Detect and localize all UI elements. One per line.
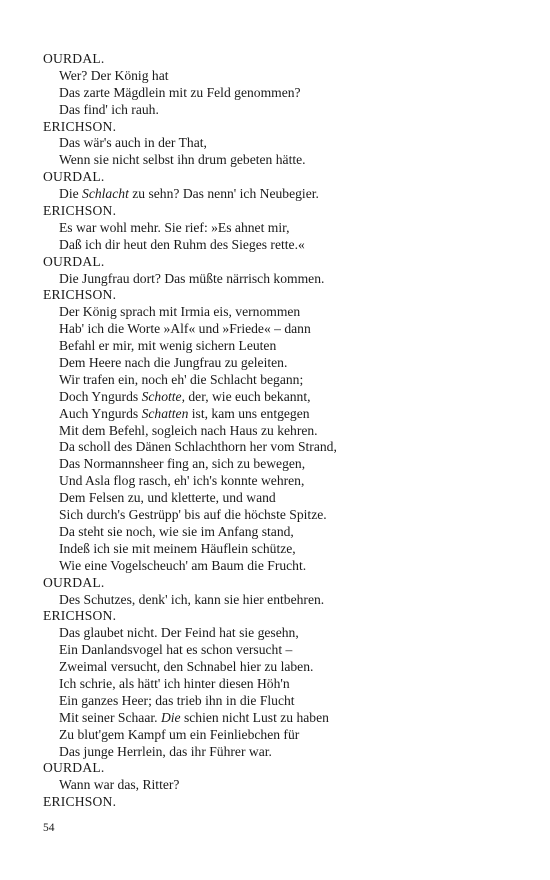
verse-line [43,490,523,507]
verse-line [43,625,523,642]
verse-line [43,135,523,152]
line-text: Dem Heere nach die Jungfrau zu geleiten. [59,355,288,371]
line-text: Befahl er mir, mit wenig sichern Leuten [59,338,277,354]
verse-line [43,744,523,761]
line-text: OURDAL. [43,574,105,590]
line-text: Es war wohl mehr. Sie rief: »Es ahnet mir, [59,219,290,235]
line-text: Da scholl des Dänen Schlachthorn her vom Strand, [59,439,337,455]
line-text: OURDAL. [43,169,105,185]
verse-line [43,304,523,321]
line-text: Wenn sie nicht selbst ihn drum gebeten hätte. [59,152,306,168]
speaker-name [43,119,523,136]
verse-line [43,710,523,727]
line-text: Auch Yngurds [59,405,142,421]
emphasis-text: Die [160,709,181,725]
line-text: ERICHSON. [43,794,117,810]
verse-line [43,389,523,406]
verse-line [43,558,523,575]
speaker-name [43,608,523,625]
line-text: Daß ich dir heut den Ruhm des Sieges rette.« [59,236,305,252]
line-text: Wer? Der König hat [59,67,169,83]
line-text: Mit seiner Schaar. [59,709,161,725]
line-text: der, wie euch bekannt, [184,388,311,404]
line-text: Die [59,186,83,202]
verse-line [43,473,523,490]
verse-line [43,659,523,676]
line-text: Das zarte Mägdlein mit zu Feld genommen? [59,84,301,100]
line-text: Ein Danlandsvogel hat es schon versucht – [59,642,293,658]
verse-line [43,102,523,119]
verse-line [43,676,523,693]
line-text: Das junge Herrlein, das ihr Führer war. [59,743,272,759]
line-text: Der König sprach mit Irmia eis, vernommen [59,304,301,320]
line-text: Hab' ich die Worte »Alf« und »Friede« – dann [59,321,311,337]
verse-line [43,456,523,473]
verse-line [43,406,523,423]
line-text: Des Schutzes, denk' ich, kann sie hier entbehren. [59,591,325,607]
emphasis-text: Schatten [141,405,189,421]
line-text: Doch Yngurds [59,388,142,404]
line-text: Sich durch's Gestrüpp' bis auf die höchste Spitze. [59,507,327,523]
line-text: Die Jungfrau dort? Das müßte närrisch kommen. [59,270,325,286]
line-text: Das find' ich rauh. [59,101,159,117]
line-text: Das glaubet nicht. Der Feind hat sie gesehn, [59,625,299,641]
verse-line [43,642,523,659]
line-text: Das wär's auch in der That, [59,135,207,151]
verse-line [43,541,523,558]
line-text: ERICHSON. [43,118,117,134]
line-text: Zweimal versucht, den Schnabel hier zu laben. [59,659,314,675]
line-text: ERICHSON. [43,203,117,219]
line-text: OURDAL. [43,253,105,269]
dialogue-text [43,51,523,811]
line-text: Wie eine Vogelscheuch' am Baum die Frucht. [59,557,307,573]
line-text: Da steht sie noch, wie sie im Anfang stand, [59,523,294,539]
speaker-name [43,575,523,592]
line-text: OURDAL. [43,51,105,66]
verse-line [43,338,523,355]
verse-line [43,777,523,794]
verse-line [43,355,523,372]
line-text: schien nicht Lust zu haben [180,709,329,725]
verse-line [43,524,523,541]
verse-line [43,186,523,203]
speaker-name [43,287,523,304]
line-text: Wir trafen ein, noch eh' die Schlacht begann; [59,371,304,387]
speaker-name [43,794,523,811]
speaker-name [43,203,523,220]
line-text: Ein ganzes Heer; das trieb ihn in die Flucht [59,692,295,708]
line-text: Mit dem Befehl, sogleich nach Haus zu kehren. [59,422,318,438]
line-text: Ich schrie, als hätt' ich hinter diesen Höh'n [59,675,290,691]
verse-line [43,271,523,288]
verse-line [43,439,523,456]
verse-line [43,507,523,524]
line-text: Wann war das, Ritter? [59,777,180,793]
line-text: Und Asla flog rasch, eh' ich's konnte wehren, [59,473,305,489]
line-text: ERICHSON. [43,287,117,303]
verse-line [43,592,523,609]
line-text: Dem Felsen zu, und kletterte, und wand [59,490,276,506]
line-text: Das Normannsheer fing an, sich zu bewegen, [59,456,306,472]
emphasis-text: Schotte, [141,388,185,404]
line-text: ist, kam uns entgegen [188,405,310,421]
line-text: ERICHSON. [43,608,117,624]
verse-line [43,372,523,389]
line-text: OURDAL. [43,760,105,776]
verse-line [43,727,523,744]
speaker-name [43,169,523,186]
verse-line [43,68,523,85]
line-text: zu sehn? Das nenn' ich Neubegier. [128,186,319,202]
verse-line [43,237,523,254]
verse-line [43,321,523,338]
line-text: Indeß ich sie mit meinem Häuflein schütze, [59,540,296,556]
verse-line [43,220,523,237]
verse-line [43,152,523,169]
speaker-name [43,254,523,271]
verse-line [43,693,523,710]
speaker-name [43,760,523,777]
verse-line [43,423,523,440]
page-number: 54 [43,822,55,834]
speaker-name [43,51,523,68]
line-text: Zu blut'gem Kampf um ein Feinliebchen für [59,726,300,742]
verse-line [43,85,523,102]
emphasis-text: Schlacht [82,186,129,202]
